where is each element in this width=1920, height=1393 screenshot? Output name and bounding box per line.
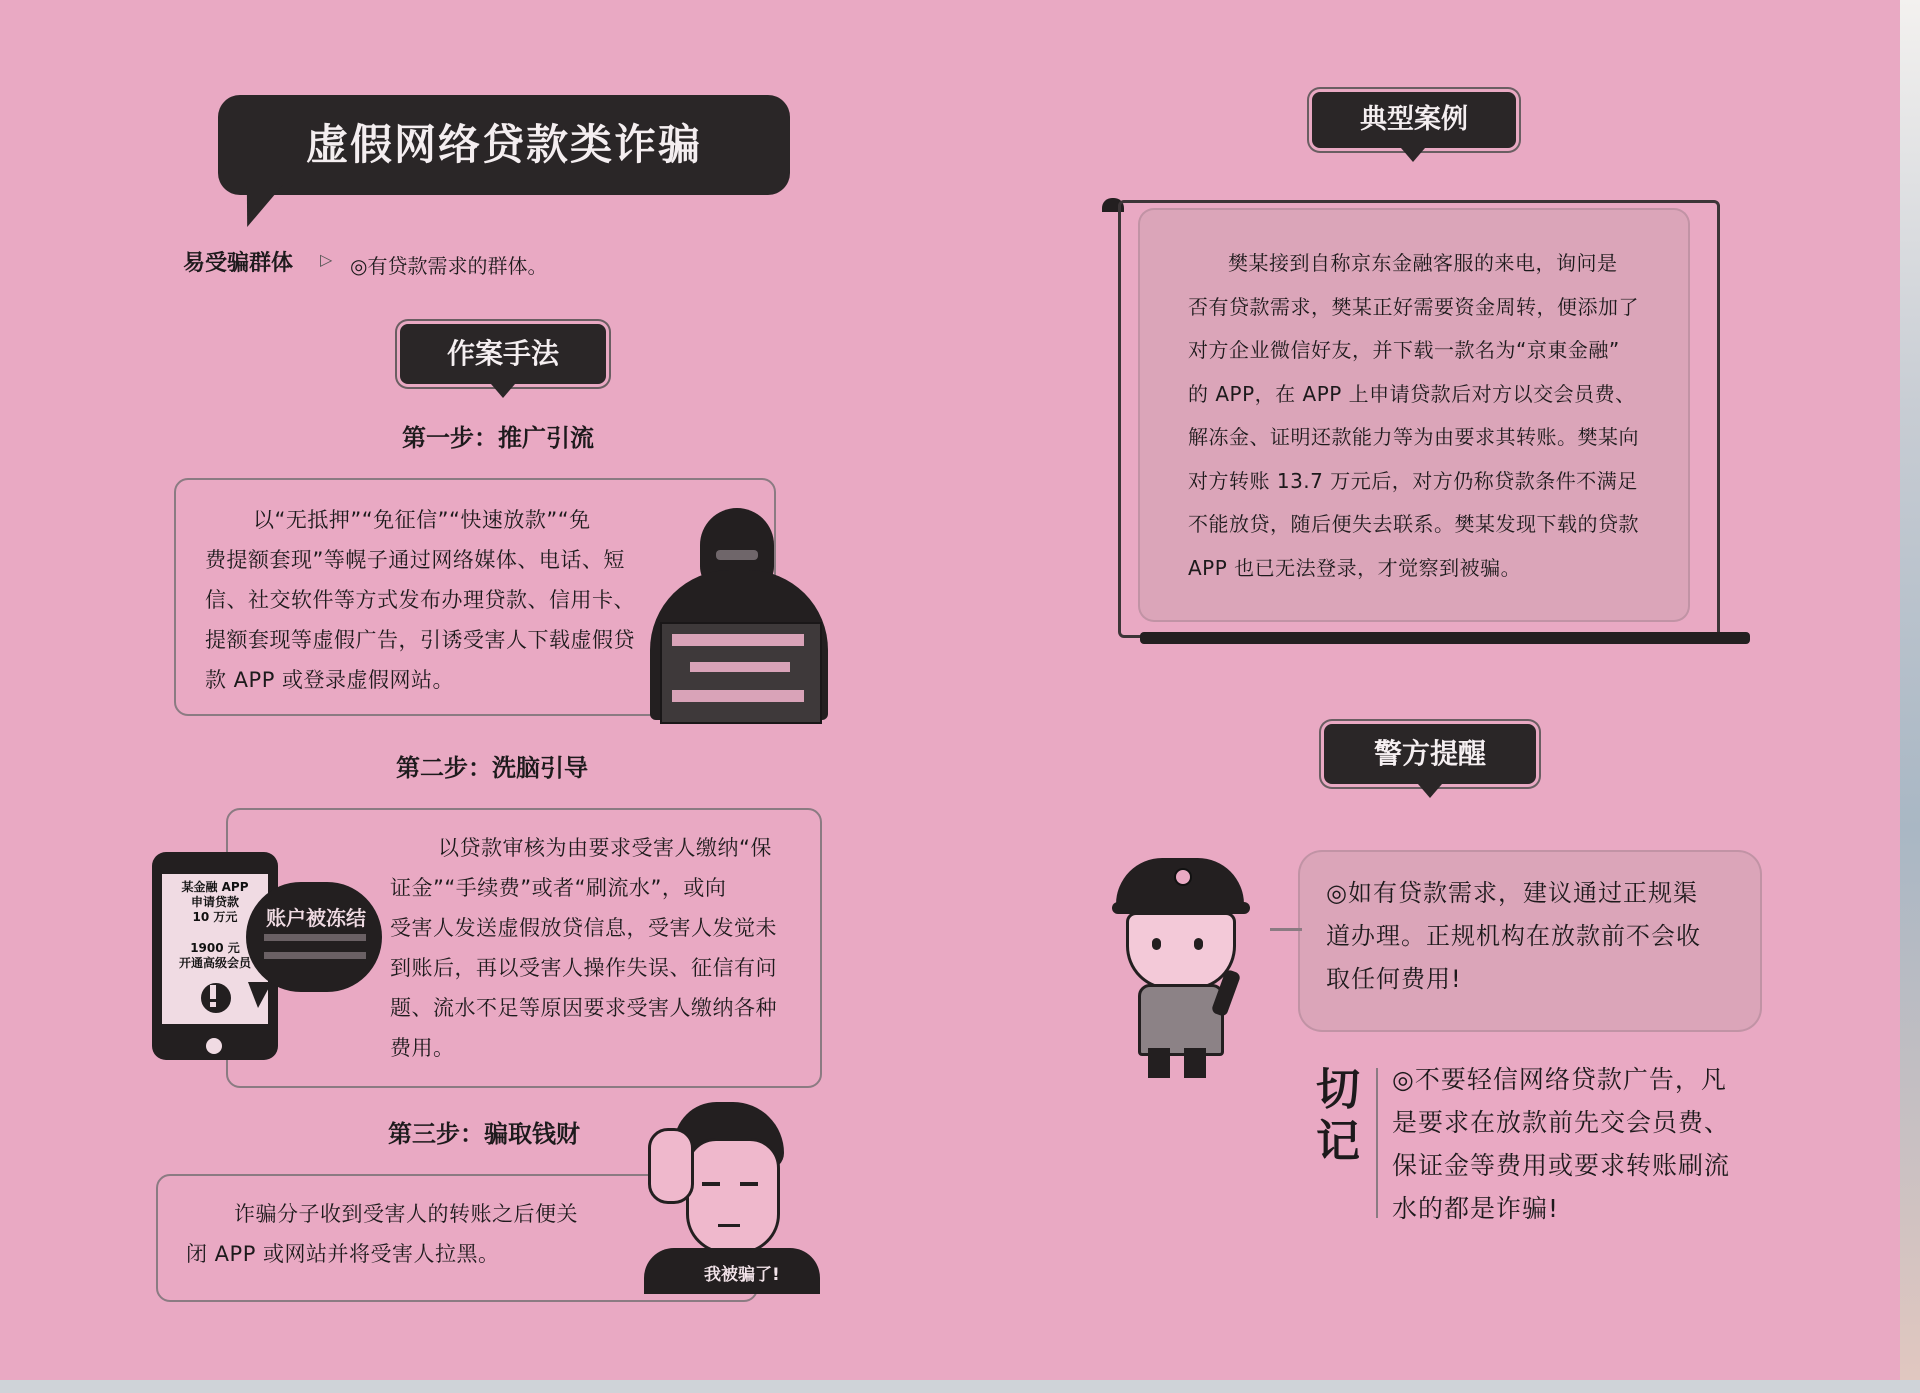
step-2-heading: 第二步：洗脑引导 — [396, 753, 588, 782]
text-line: 证金”“手续费”或者“刷流水”，或向 — [390, 876, 727, 900]
text-line: ◎不要轻信网络贷款广告，凡 — [1392, 1065, 1727, 1094]
step-2-text — [390, 828, 800, 1068]
police-box-connector — [1270, 928, 1302, 931]
police-text — [1326, 872, 1746, 1001]
bubble-text: 账户被冻结 — [266, 906, 366, 930]
remember-char: 记 — [1316, 1116, 1360, 1167]
text-line: 题、流水不足等原因要求受害人缴纳各种 — [390, 996, 777, 1020]
step-1-text — [205, 500, 645, 700]
text-line: APP 也已无法登录，才觉察到被骗。 — [1188, 555, 1522, 580]
phone-line: 1900 元 — [190, 941, 240, 955]
victim-caption: 我被骗了! — [704, 1265, 780, 1285]
triangle-arrow-icon: ▷ — [320, 250, 333, 269]
victim-illustration — [640, 1098, 820, 1294]
text-line: 的 APP，在 APP 上申请贷款后对方以交会员费、 — [1188, 381, 1636, 406]
remember-label — [1310, 1064, 1366, 1168]
text-line: 道办理。正规机构在放款前不会收 — [1326, 922, 1701, 950]
step-3-heading: 第三步：骗取钱财 — [388, 1119, 580, 1148]
text-line: 以“无抵押”“免征信”“快速放款”“免 — [253, 508, 591, 532]
prone-group-text: ◎有贷款需求的群体。 — [350, 254, 548, 278]
text-line: 以贷款审核为由要求受害人缴纳“保 — [438, 836, 772, 860]
text-line: 对方企业微信好友，并下载一款名为“京東金融” — [1188, 338, 1620, 362]
case-tag-tail — [1401, 148, 1425, 162]
text-line: 费用。 — [390, 1036, 455, 1060]
police-officer-illustration — [1108, 852, 1258, 1084]
text-line: 水的都是诈骗! — [1392, 1194, 1560, 1223]
text-line: 提额套现等虚假广告，引诱受害人下载虚假贷 — [205, 628, 635, 652]
text-line: 是要求在放款前先交会员费、 — [1392, 1108, 1731, 1137]
text-line: 款 APP 或登录虚假网站。 — [205, 668, 455, 692]
police-tag-tail — [1418, 784, 1442, 798]
text-line: 闭 APP 或网站并将受害人拉黑。 — [186, 1242, 500, 1266]
text-line: 樊某接到自称京东金融客服的来电，询问是 — [1228, 251, 1618, 275]
phone-line: 某金融 APP — [181, 880, 249, 894]
background-edge — [1900, 0, 1920, 1380]
step-1-heading: 第一步：推广引流 — [402, 423, 594, 452]
phone-line: 10 万元 — [192, 910, 238, 924]
text-line: 解冻金、证明还款能力等为由要求其转账。樊某向 — [1188, 425, 1639, 449]
text-line: 诈骗分子收到受害人的转账之后便关 — [234, 1202, 578, 1226]
hacker-illustration — [620, 500, 860, 720]
method-tag-tail — [491, 384, 515, 398]
phone-line: 开通高级会员 — [178, 956, 251, 970]
text-line: 受害人发送虚假放贷信息，受害人发觉未 — [390, 916, 777, 940]
case-scroll-bottom-bar — [1140, 632, 1750, 644]
prone-group-label: 易受骗群体 — [183, 251, 294, 276]
text-line: 否有贷款需求，樊某正好需要资金周转，便添加了 — [1188, 294, 1639, 319]
case-text — [1188, 242, 1668, 590]
text-line: 到账后，再以受害人操作失误、征信有问 — [390, 956, 777, 980]
step-3-text — [186, 1194, 646, 1274]
phone-illustration — [152, 852, 384, 1062]
text-line: 费提额套现”等幌子通过网络媒体、电话、短 — [205, 548, 625, 572]
text-line: 对方转账 13.7 万元后，对方仍称贷款条件不满足 — [1188, 468, 1638, 493]
method-tag: 作案手法 — [400, 324, 606, 384]
remember-divider — [1376, 1068, 1378, 1218]
text-line: 不能放贷，随后便失去联系。樊某发现下载的贷款 — [1188, 512, 1639, 536]
text-line: ◎如有贷款需求，建议通过正规渠 — [1326, 879, 1698, 907]
police-tag: 警方提醒 — [1324, 724, 1536, 784]
text-line: 保证金等费用或要求转账刷流 — [1392, 1151, 1731, 1180]
case-tag: 典型案例 — [1312, 92, 1516, 148]
phone-line: 申请贷款 — [190, 895, 239, 909]
background-edge-bottom — [0, 1380, 1920, 1393]
text-line: 信、社交软件等方式发布办理贷款、信用卡、 — [205, 588, 635, 612]
text-line: 取任何费用! — [1326, 965, 1462, 993]
remember-text — [1392, 1058, 1772, 1230]
page-title: 虚假网络贷款类诈骗 — [305, 120, 702, 169]
remember-char: 切 — [1316, 1064, 1360, 1115]
